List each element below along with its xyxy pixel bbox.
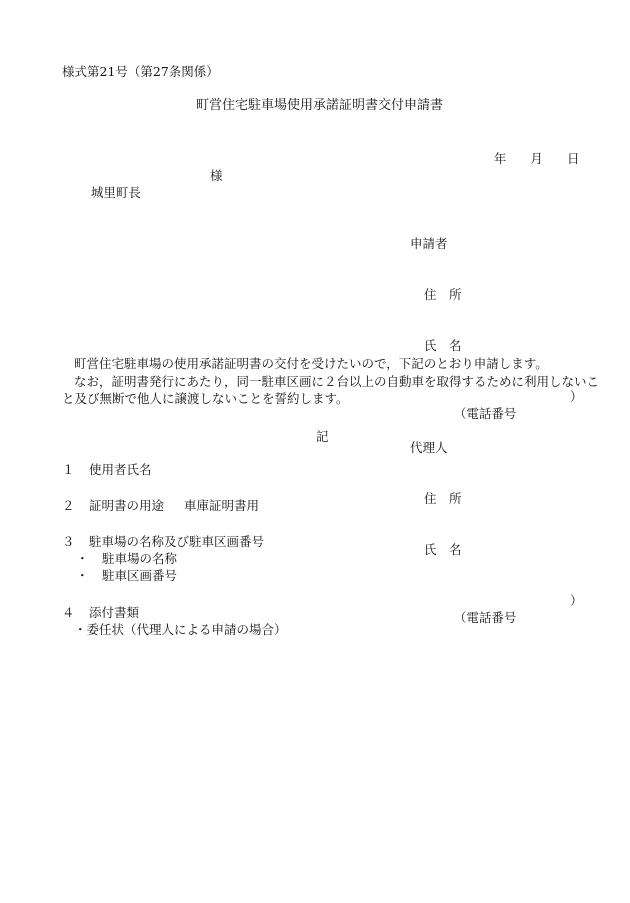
- item-1-label: 使用者氏名: [89, 462, 152, 477]
- applicant-phone-label: （電話番号: [453, 406, 517, 421]
- date-day-label: 日: [566, 151, 580, 166]
- item-3: [62, 533, 287, 604]
- item-1-number: １: [62, 462, 75, 477]
- ki-heading: 記: [316, 429, 329, 444]
- date-line: [478, 133, 579, 184]
- addressee-name: 城里町長: [90, 185, 141, 200]
- item-2-number: ２: [62, 498, 75, 513]
- applicant-name-label: 氏 名: [424, 338, 462, 353]
- item-4: [62, 604, 287, 638]
- applicant-heading: 申請者: [410, 236, 448, 251]
- applicant-phone-close: ）: [570, 389, 583, 404]
- item-4-number: ４: [62, 605, 75, 620]
- body-paragraph-1: 町営住宅駐車場の使用承諾証明書の交付を受けたいので，下記のとおり申請します。: [74, 356, 548, 371]
- agent-name-label: 氏 名: [424, 542, 462, 557]
- applicant-block: [410, 201, 583, 643]
- agent-heading: 代理人: [410, 440, 448, 455]
- form-number: 様式第21号（第27条関係）: [62, 64, 219, 79]
- body-text: [62, 355, 602, 408]
- agent-phone-label: （電話番号: [453, 610, 517, 625]
- item-2-value: 車庫証明書用: [184, 498, 260, 513]
- item-4-sub-1-bullet: ・: [74, 622, 87, 637]
- item-3-label: 駐車場の名称及び駐車区画番号: [89, 534, 265, 549]
- item-3-sub-2-label: 駐車区画番号: [102, 568, 178, 583]
- item-2: [62, 497, 287, 533]
- agent-phone-close: ）: [570, 593, 583, 608]
- item-1: [62, 461, 287, 497]
- item-4-label: 添付書類: [89, 605, 140, 620]
- item-2-label: 証明書の用途: [89, 498, 165, 513]
- addressee-honorific: 様: [210, 168, 223, 183]
- items-list: [62, 461, 287, 638]
- document-title: 町営住宅駐車場使用承諾証明書交付申請書: [196, 98, 444, 113]
- body-paragraph-2: なお，証明書発行にあたり，同一駐車区画に２台以上の自動車を取得するために利用しないこと及び無断で他人に譲渡しないことを誓約します。: [62, 373, 600, 406]
- applicant-address-label: 住 所: [424, 287, 462, 302]
- item-3-number: ３: [62, 534, 75, 549]
- addressee: [75, 167, 223, 235]
- item-3-sub-1-label: 駐車場の名称: [102, 551, 178, 566]
- agent-address-label: 住 所: [424, 491, 462, 506]
- date-month-label: 月: [530, 151, 543, 166]
- date-year-label: 年: [493, 151, 507, 166]
- item-4-sub-1-label: 委任状（代理人による申請の場合）: [86, 622, 287, 637]
- agent-phone-row: [410, 592, 583, 625]
- item-3-sub-1-bullet: ・: [76, 551, 89, 566]
- item-3-sub-2-bullet: ・: [76, 568, 89, 583]
